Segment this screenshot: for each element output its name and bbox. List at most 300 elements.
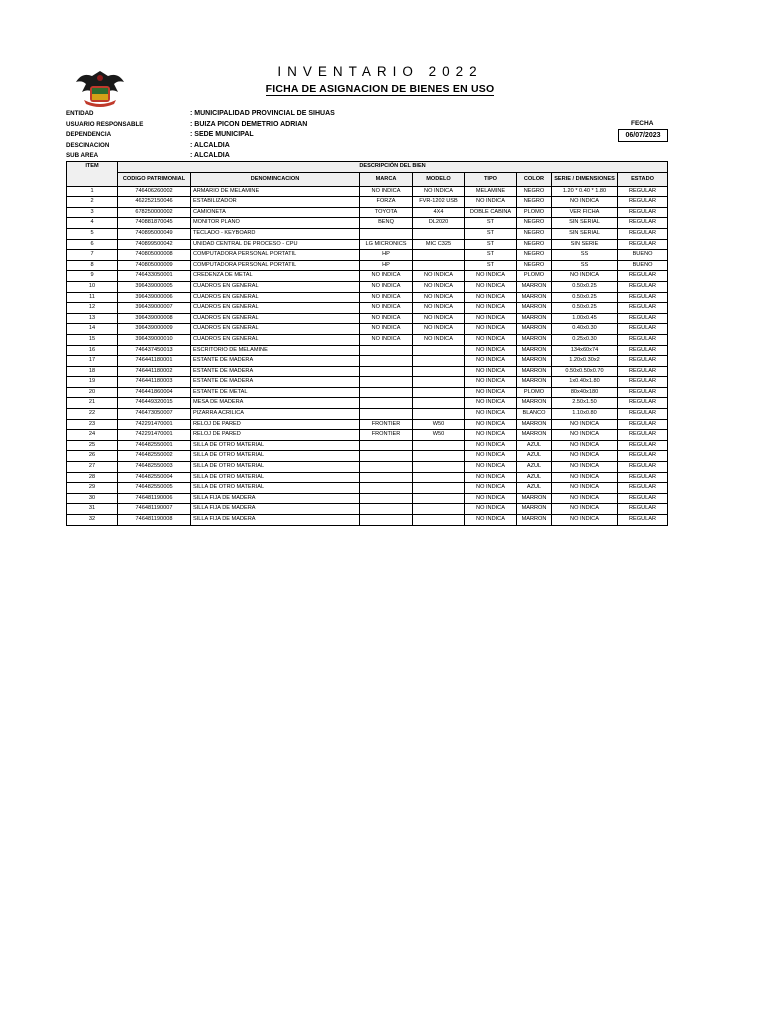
- cell-denominacion: CREDENZA DE METAL: [191, 271, 360, 282]
- cell-denominacion: RELOJ DE PARED: [191, 430, 360, 441]
- cell-denominacion: RELOJ DE PARED: [191, 419, 360, 430]
- cell-codigo: 746437450013: [118, 345, 191, 356]
- col-header-codigo: CODIGO PATRIMONIAL: [118, 172, 191, 186]
- cell-denominacion: SILLA DE OTRO MATERIAL: [191, 483, 360, 494]
- cell-marca: [360, 356, 413, 367]
- cell-denominacion: ARMARIO DE MELAMINE: [191, 186, 360, 197]
- cell-serie: NO INDICA: [552, 440, 618, 451]
- cell-denominacion: SILLA DE OTRO MATERIAL: [191, 462, 360, 473]
- cell-estado: BUENO: [618, 260, 668, 271]
- cell-marca: NO INDICA: [360, 292, 413, 303]
- cell-color: MARRON: [517, 504, 552, 515]
- cell-codigo: 742291470001: [118, 419, 191, 430]
- cell-item: 15: [67, 334, 118, 345]
- cell-color: NEGRO: [517, 260, 552, 271]
- cell-denominacion: PIZARRA ACRILICA: [191, 409, 360, 420]
- cell-denominacion: COMPUTADORA PERSONAL PORTATIL: [191, 260, 360, 271]
- cell-codigo: 742291470001: [118, 430, 191, 441]
- cell-estado: REGULAR: [618, 292, 668, 303]
- cell-item: 12: [67, 303, 118, 314]
- cell-modelo: NO INDICA: [413, 324, 465, 335]
- cell-denominacion: CUADROS EN GENERAL: [191, 313, 360, 324]
- cell-estado: REGULAR: [618, 186, 668, 197]
- cell-marca: [360, 440, 413, 451]
- cell-estado: REGULAR: [618, 483, 668, 494]
- cell-codigo: 678250000002: [118, 207, 191, 218]
- table-row: [67, 419, 668, 430]
- cell-codigo: 746441180002: [118, 366, 191, 377]
- cell-tipo: NO INDICA: [465, 356, 517, 367]
- cell-item: 7: [67, 250, 118, 261]
- cell-color: MARRON: [517, 398, 552, 409]
- cell-modelo: DL2020: [413, 218, 465, 229]
- cell-marca: NO INDICA: [360, 303, 413, 314]
- cell-estado: REGULAR: [618, 303, 668, 314]
- cell-item: 5: [67, 228, 118, 239]
- cell-tipo: NO INDICA: [465, 281, 517, 292]
- cell-marca: [360, 451, 413, 462]
- col-header-serie: SERIE / DIMENSIONES: [552, 172, 618, 186]
- inventory-table: [66, 161, 668, 526]
- cell-modelo: FVR-1202 USB: [413, 197, 465, 208]
- cell-marca: [360, 515, 413, 526]
- table-row: [67, 250, 668, 261]
- cell-tipo: NO INDICA: [465, 377, 517, 388]
- cell-marca: HP: [360, 260, 413, 271]
- cell-color: MARRON: [517, 303, 552, 314]
- cell-color: MARRON: [517, 366, 552, 377]
- cell-codigo: 746482550002: [118, 451, 191, 462]
- table-row: [67, 409, 668, 420]
- cell-serie: NO INDICA: [552, 483, 618, 494]
- cell-modelo: [413, 366, 465, 377]
- cell-marca: NO INDICA: [360, 281, 413, 292]
- cell-item: 24: [67, 430, 118, 441]
- cell-modelo: [413, 250, 465, 261]
- cell-color: NEGRO: [517, 250, 552, 261]
- document-subtitle: FICHA DE ASIGNACION DE BIENES EN USO: [265, 83, 495, 95]
- subarea-label: SUB AREA: [66, 152, 99, 159]
- cell-modelo: MIC C325: [413, 239, 465, 250]
- cell-denominacion: CUADROS EN GENERAL: [191, 292, 360, 303]
- cell-item: 11: [67, 292, 118, 303]
- cell-modelo: [413, 387, 465, 398]
- cell-color: MARRON: [517, 419, 552, 430]
- cell-color: MARRON: [517, 430, 552, 441]
- col-header-marca: MARCA: [360, 172, 413, 186]
- cell-denominacion: SILLA DE OTRO MATERIAL: [191, 472, 360, 483]
- cell-codigo: 746482550003: [118, 462, 191, 473]
- cell-item: 19: [67, 377, 118, 388]
- cell-tipo: NO INDICA: [465, 398, 517, 409]
- table-row: [67, 260, 668, 271]
- cell-modelo: [413, 483, 465, 494]
- usuario-value: : BUIZA PICON DEMETRIO ADRIAN: [190, 120, 308, 128]
- cell-modelo: [413, 398, 465, 409]
- cell-color: MARRON: [517, 345, 552, 356]
- cell-item: 27: [67, 462, 118, 473]
- cell-marca: [360, 398, 413, 409]
- cell-estado: REGULAR: [618, 366, 668, 377]
- cell-estado: REGULAR: [618, 313, 668, 324]
- cell-estado: REGULAR: [618, 462, 668, 473]
- cell-color: MARRON: [517, 493, 552, 504]
- cell-denominacion: SILLA FIJA DE MADERA: [191, 493, 360, 504]
- cell-marca: [360, 483, 413, 494]
- table-row: [67, 483, 668, 494]
- cell-item: 6: [67, 239, 118, 250]
- cell-marca: FRONTIER: [360, 419, 413, 430]
- table-row: [67, 271, 668, 282]
- cell-color: PLOMO: [517, 387, 552, 398]
- cell-estado: REGULAR: [618, 239, 668, 250]
- cell-color: MARRON: [517, 313, 552, 324]
- cell-tipo: NO INDICA: [465, 345, 517, 356]
- cell-tipo: NO INDICA: [465, 387, 517, 398]
- table-row: [67, 334, 668, 345]
- cell-tipo: NO INDICA: [465, 409, 517, 420]
- descinacion-label: DESCINACION: [66, 141, 110, 149]
- cell-codigo: 396439000010: [118, 334, 191, 345]
- cell-modelo: [413, 451, 465, 462]
- cell-serie: 134x60x74: [552, 345, 618, 356]
- cell-codigo: 746481190006: [118, 493, 191, 504]
- col-header-color: COLOR: [517, 172, 552, 186]
- table-row: [67, 218, 668, 229]
- cell-item: 20: [67, 387, 118, 398]
- table-row: [67, 197, 668, 208]
- cell-modelo: NO INDICA: [413, 186, 465, 197]
- cell-serie: 0.50x0.50x0.70: [552, 366, 618, 377]
- table-row: [67, 356, 668, 367]
- cell-serie: 0.50x0.25: [552, 281, 618, 292]
- cell-item: 1: [67, 186, 118, 197]
- cell-item: 32: [67, 515, 118, 526]
- cell-serie: 80x40x180: [552, 387, 618, 398]
- fecha-label: FECHA: [631, 120, 654, 127]
- cell-serie: NO INDICA: [552, 419, 618, 430]
- cell-tipo: NO INDICA: [465, 324, 517, 335]
- cell-item: 17: [67, 356, 118, 367]
- cell-serie: NO INDICA: [552, 493, 618, 504]
- cell-color: MARRON: [517, 377, 552, 388]
- cell-modelo: NO INDICA: [413, 334, 465, 345]
- cell-codigo: 746482550001: [118, 440, 191, 451]
- cell-denominacion: SILLA FIJA DE MADERA: [191, 515, 360, 526]
- cell-color: MARRON: [517, 515, 552, 526]
- cell-codigo: 746441180001: [118, 356, 191, 367]
- cell-marca: [360, 462, 413, 473]
- cell-estado: REGULAR: [618, 218, 668, 229]
- cell-serie: VER FICHA: [552, 207, 618, 218]
- info-block: [66, 109, 666, 162]
- cell-denominacion: CUADROS EN GENERAL: [191, 334, 360, 345]
- cell-color: NEGRO: [517, 239, 552, 250]
- cell-estado: REGULAR: [618, 228, 668, 239]
- cell-codigo: 740805000009: [118, 260, 191, 271]
- cell-codigo: 746481190007: [118, 504, 191, 515]
- cell-denominacion: UNIDAD CENTRAL DE PROCESO - CPU: [191, 239, 360, 250]
- cell-codigo: 740895000049: [118, 228, 191, 239]
- cell-denominacion: COMPUTADORA PERSONAL PORTATIL: [191, 250, 360, 261]
- cell-estado: REGULAR: [618, 271, 668, 282]
- col-header-estado: ESTADO: [618, 172, 668, 186]
- dependencia-value: : SEDE MUNICIPAL: [190, 131, 254, 138]
- table-row: [67, 451, 668, 462]
- cell-item: 13: [67, 313, 118, 324]
- cell-serie: 1.00x0.45: [552, 313, 618, 324]
- cell-color: MARRON: [517, 324, 552, 335]
- cell-estado: REGULAR: [618, 419, 668, 430]
- cell-estado: REGULAR: [618, 324, 668, 335]
- cell-denominacion: ESTABILIZADOR: [191, 197, 360, 208]
- cell-modelo: [413, 228, 465, 239]
- cell-serie: 1.20x0.30x2: [552, 356, 618, 367]
- cell-serie: NO INDICA: [552, 462, 618, 473]
- cell-modelo: 4X4: [413, 207, 465, 218]
- cell-item: 22: [67, 409, 118, 420]
- cell-item: 31: [67, 504, 118, 515]
- cell-codigo: 746449320015: [118, 398, 191, 409]
- cell-serie: NO INDICA: [552, 197, 618, 208]
- cell-marca: [360, 472, 413, 483]
- cell-estado: REGULAR: [618, 197, 668, 208]
- cell-denominacion: CUADROS EN GENERAL: [191, 281, 360, 292]
- table-row: [67, 504, 668, 515]
- cell-tipo: ST: [465, 228, 517, 239]
- cell-serie: NO INDICA: [552, 271, 618, 282]
- cell-modelo: W50: [413, 419, 465, 430]
- cell-item: 3: [67, 207, 118, 218]
- cell-tipo: MELAMINE: [465, 186, 517, 197]
- cell-serie: 2.50x1.50: [552, 398, 618, 409]
- cell-denominacion: SILLA FIJA DE MADERA: [191, 504, 360, 515]
- cell-estado: REGULAR: [618, 281, 668, 292]
- cell-denominacion: ESTANTE DE METAL: [191, 387, 360, 398]
- cell-item: 29: [67, 483, 118, 494]
- cell-marca: NO INDICA: [360, 334, 413, 345]
- cell-color: BLANCO: [517, 409, 552, 420]
- cell-codigo: 396439000007: [118, 303, 191, 314]
- cell-color: AZUL: [517, 451, 552, 462]
- cell-codigo: 740899500042: [118, 239, 191, 250]
- cell-tipo: NO INDICA: [465, 430, 517, 441]
- cell-estado: REGULAR: [618, 334, 668, 345]
- cell-denominacion: ESTANTE DE MADERA: [191, 377, 360, 388]
- cell-color: MARRON: [517, 281, 552, 292]
- table-row: [67, 303, 668, 314]
- cell-tipo: NO INDICA: [465, 292, 517, 303]
- municipal-crest-logo: [72, 68, 128, 110]
- cell-codigo: 746441860004: [118, 387, 191, 398]
- entidad-value: : MUNICIPALIDAD PROVINCIAL DE SIHUAS: [190, 110, 335, 117]
- cell-denominacion: MESA DE MADERA: [191, 398, 360, 409]
- col-header-modelo: MODELO: [413, 172, 465, 186]
- cell-serie: NO INDICA: [552, 451, 618, 462]
- cell-modelo: [413, 515, 465, 526]
- cell-marca: HP: [360, 250, 413, 261]
- cell-item: 18: [67, 366, 118, 377]
- cell-serie: 1.20 * 0.40 * 1.80: [552, 186, 618, 197]
- cell-tipo: ST: [465, 250, 517, 261]
- cell-serie: NO INDICA: [552, 504, 618, 515]
- cell-estado: REGULAR: [618, 440, 668, 451]
- table-row: [67, 440, 668, 451]
- cell-color: NEGRO: [517, 218, 552, 229]
- cell-marca: LG MICRONICS: [360, 239, 413, 250]
- table-row: [67, 493, 668, 504]
- cell-color: AZUL: [517, 462, 552, 473]
- cell-modelo: NO INDICA: [413, 271, 465, 282]
- cell-estado: REGULAR: [618, 504, 668, 515]
- cell-codigo: 746473050007: [118, 409, 191, 420]
- cell-tipo: NO INDICA: [465, 451, 517, 462]
- cell-modelo: [413, 472, 465, 483]
- cell-serie: 0.40x0.30: [552, 324, 618, 335]
- cell-codigo: 396439000009: [118, 324, 191, 335]
- cell-codigo: 746441180003: [118, 377, 191, 388]
- cell-modelo: NO INDICA: [413, 303, 465, 314]
- cell-denominacion: CUADROS EN GENERAL: [191, 324, 360, 335]
- cell-codigo: 740881870045: [118, 218, 191, 229]
- cell-denominacion: ESCRITORIO DE MELAMINE: [191, 345, 360, 356]
- cell-marca: TOYOTA: [360, 207, 413, 218]
- table-row: [67, 186, 668, 197]
- cell-tipo: DOBLE CABINA: [465, 207, 517, 218]
- cell-codigo: 746433050001: [118, 271, 191, 282]
- cell-color: AZUL: [517, 472, 552, 483]
- cell-codigo: 396439000005: [118, 281, 191, 292]
- subarea-value: : ALCALDIA: [190, 152, 230, 159]
- cell-estado: BUENO: [618, 250, 668, 261]
- cell-tipo: ST: [465, 239, 517, 250]
- cell-denominacion: TECLADO - KEYBOARD: [191, 228, 360, 239]
- cell-estado: REGULAR: [618, 430, 668, 441]
- cell-serie: NO INDICA: [552, 430, 618, 441]
- cell-tipo: NO INDICA: [465, 483, 517, 494]
- cell-tipo: NO INDICA: [465, 197, 517, 208]
- cell-estado: REGULAR: [618, 409, 668, 420]
- cell-modelo: NO INDICA: [413, 313, 465, 324]
- group-header: DESCRIPCIÓN DEL BIEN: [118, 162, 668, 173]
- cell-estado: REGULAR: [618, 377, 668, 388]
- cell-item: 30: [67, 493, 118, 504]
- cell-estado: REGULAR: [618, 515, 668, 526]
- cell-color: NEGRO: [517, 228, 552, 239]
- cell-modelo: [413, 260, 465, 271]
- cell-item: 25: [67, 440, 118, 451]
- cell-tipo: NO INDICA: [465, 313, 517, 324]
- table-row: [67, 472, 668, 483]
- cell-codigo: 396439000006: [118, 292, 191, 303]
- cell-serie: SIN SERIE: [552, 239, 618, 250]
- cell-denominacion: CUADROS EN GENERAL: [191, 303, 360, 314]
- cell-serie: SIN SERIAL: [552, 228, 618, 239]
- cell-estado: REGULAR: [618, 387, 668, 398]
- cell-serie: SIN SERIAL: [552, 218, 618, 229]
- table-row: [67, 292, 668, 303]
- cell-tipo: NO INDICA: [465, 334, 517, 345]
- cell-denominacion: SILLA DE OTRO MATERIAL: [191, 440, 360, 451]
- cell-item: 2: [67, 197, 118, 208]
- table-row: [67, 515, 668, 526]
- cell-estado: REGULAR: [618, 493, 668, 504]
- cell-item: 14: [67, 324, 118, 335]
- inventory-table-body: [67, 186, 668, 525]
- table-row: [67, 430, 668, 441]
- descinacion-value: : ALCALDIA: [190, 141, 230, 149]
- cell-modelo: NO INDICA: [413, 292, 465, 303]
- cell-tipo: NO INDICA: [465, 419, 517, 430]
- cell-serie: 1.10x0.80: [552, 409, 618, 420]
- table-row: [67, 462, 668, 473]
- cell-item: 28: [67, 472, 118, 483]
- cell-item: 9: [67, 271, 118, 282]
- cell-item: 16: [67, 345, 118, 356]
- cell-marca: FORZA: [360, 197, 413, 208]
- cell-tipo: NO INDICA: [465, 472, 517, 483]
- table-row: [67, 324, 668, 335]
- cell-tipo: ST: [465, 260, 517, 271]
- cell-item: 26: [67, 451, 118, 462]
- cell-color: MARRON: [517, 334, 552, 345]
- cell-color: PLOMO: [517, 207, 552, 218]
- cell-codigo: 746482550004: [118, 472, 191, 483]
- table-row: [67, 398, 668, 409]
- cell-tipo: ST: [465, 218, 517, 229]
- cell-codigo: 746481190008: [118, 515, 191, 526]
- col-header-tipo: TIPO: [465, 172, 517, 186]
- cell-denominacion: CAMIONETA: [191, 207, 360, 218]
- cell-modelo: [413, 440, 465, 451]
- cell-modelo: [413, 409, 465, 420]
- cell-color: AZUL: [517, 483, 552, 494]
- table-row: [67, 239, 668, 250]
- cell-estado: REGULAR: [618, 472, 668, 483]
- fecha-value: 06/07/2023: [618, 129, 668, 142]
- entidad-label: ENTIDAD: [66, 110, 94, 117]
- table-row: [67, 345, 668, 356]
- cell-modelo: [413, 504, 465, 515]
- table-row: [67, 313, 668, 324]
- cell-estado: REGULAR: [618, 356, 668, 367]
- cell-codigo: 746482550005: [118, 483, 191, 494]
- cell-codigo: 396439000008: [118, 313, 191, 324]
- dependencia-label: DEPENDENCIA: [66, 131, 112, 138]
- cell-marca: [360, 493, 413, 504]
- cell-item: 4: [67, 218, 118, 229]
- cell-estado: REGULAR: [618, 451, 668, 462]
- cell-marca: NO INDICA: [360, 313, 413, 324]
- cell-serie: NO INDICA: [552, 472, 618, 483]
- cell-denominacion: SILLA DE OTRO MATERIAL: [191, 451, 360, 462]
- cell-color: MARRON: [517, 292, 552, 303]
- table-row: [67, 366, 668, 377]
- cell-modelo: [413, 493, 465, 504]
- col-header-item: ITEM: [67, 162, 118, 187]
- cell-color: MARRON: [517, 356, 552, 367]
- cell-color: PLOMO: [517, 271, 552, 282]
- cell-estado: REGULAR: [618, 207, 668, 218]
- cell-marca: [360, 366, 413, 377]
- cell-denominacion: MONITOR PLANO: [191, 218, 360, 229]
- cell-item: 10: [67, 281, 118, 292]
- cell-tipo: NO INDICA: [465, 440, 517, 451]
- cell-codigo: 746406260002: [118, 186, 191, 197]
- cell-color: AZUL: [517, 440, 552, 451]
- cell-marca: FRONTIER: [360, 430, 413, 441]
- cell-tipo: NO INDICA: [465, 462, 517, 473]
